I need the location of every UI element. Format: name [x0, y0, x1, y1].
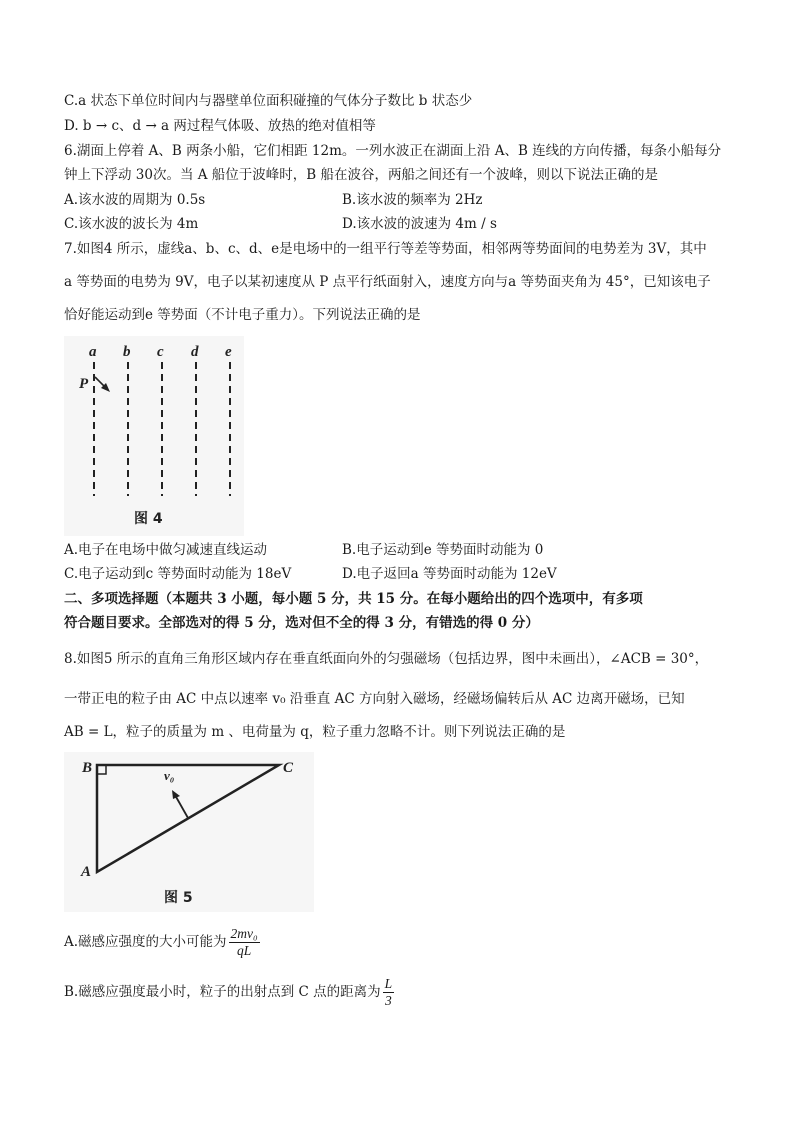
label-e: e	[225, 344, 232, 360]
q7-line2: a 等势面的电势为 9V，电子以某初速度从 P 点平行纸面射入，速度方向与a 等势面夹角为 45°，已知该电子	[64, 274, 711, 290]
fraction-2mv0-qL	[229, 926, 260, 959]
q8-line1: 8.如图5 所示的直角三角形区域内存在垂直纸面向外的匀强磁场（包括边界，图中未画出），∠ACB = 30°，	[64, 651, 709, 667]
fig5-caption: 图 5	[164, 890, 193, 906]
section2-line1: 二、多项选择题（本题共 3 小题，每小题 5 分，共 15 分。在每小题给出的四个选项中，有多项	[64, 591, 643, 607]
fraction-L-3	[383, 976, 395, 1009]
label-c: c	[157, 344, 164, 360]
fraction-num: 2mv₀	[230, 926, 258, 941]
label-b: b	[123, 344, 131, 360]
q7-line1: 7.如图4 所示，虚线a、b、c、d、e是电场中的一组平行等差等势面，相邻两等势面间的电势差为 3V，其中	[64, 241, 707, 257]
fig4-caption: 图 4	[134, 511, 163, 527]
section2-line2: 符合题目要求。全部选对的得 5 分，选对但不全的得 3 分，有错选的得 0 分）	[64, 615, 539, 631]
vertex-a: A	[81, 864, 92, 880]
q8-option-a	[64, 925, 260, 959]
label-d: d	[191, 344, 199, 360]
q8-option-a-text: A.磁感应强度的大小可能为	[64, 934, 227, 950]
q6-option-d: D.该水波的波速为 4m / s	[342, 216, 497, 232]
fraction-den: 3	[385, 993, 392, 1008]
q8-option-b-text: B.磁感应强度最小时，粒子的出射点到 C 点的距离为	[64, 984, 381, 1000]
point-p: P	[79, 376, 89, 392]
q7-option-a: A.电子在电场中做匀减速直线运动	[64, 542, 268, 558]
q6-line2: 钟上下浮动 30次。当 A 船位于波峰时，B 船在波谷，两船之间还有一个波峰，则以下说法正确的是	[64, 167, 659, 183]
q7-option-b: B.电子运动到e 等势面时动能为 0	[342, 542, 544, 558]
fraction-num: L	[384, 976, 393, 991]
q7-line3: 恰好能运动到e 等势面（不计电子重力）。下列说法正确的是	[64, 307, 421, 323]
vertex-b: B	[82, 760, 93, 776]
q6-option-c: C.该水波的波长为 4m	[64, 216, 199, 232]
q6-option-a: A.该水波的周期为 0.5s	[64, 192, 206, 208]
q7-option-c: C.电子运动到c 等势面时动能为 18eV	[64, 566, 292, 582]
figure-4	[64, 336, 244, 536]
q8-line3: AB = L，粒子的质量为 m 、电荷量为 q，粒子重力忽略不计。则下列说法正确的是	[64, 724, 566, 740]
q6-line1: 6.湖面上停着 A、B 两条小船，它们相距 12m。一列水波正在湖面上沿 A、B 连线的方向传播，每条小船每分	[64, 143, 722, 159]
q8-option-b	[64, 975, 394, 1009]
q6-option-b: B.该水波的频率为 2Hz	[342, 192, 483, 208]
label-v0: v₀	[164, 768, 175, 783]
figure-5	[64, 752, 314, 912]
q8-line2: 一带正电的粒子由 AC 中点以速率 v₀ 沿垂直 AC 方向射入磁场，经磁场偏转后从 AC 边离开磁场，已知	[64, 691, 685, 707]
option-d-prev: D. b → c、d → a 两过程气体吸、放热的绝对值相等	[64, 118, 376, 134]
vertex-c: C	[283, 760, 294, 776]
q7-option-d: D.电子返回a 等势面时动能为 12eV	[342, 566, 557, 582]
fraction-den: qL	[237, 943, 252, 958]
option-c-prev: C.a 状态下单位时间内与器壁单位面积碰撞的气体分子数比 b 状态少	[64, 93, 473, 109]
label-a: a	[89, 344, 97, 360]
